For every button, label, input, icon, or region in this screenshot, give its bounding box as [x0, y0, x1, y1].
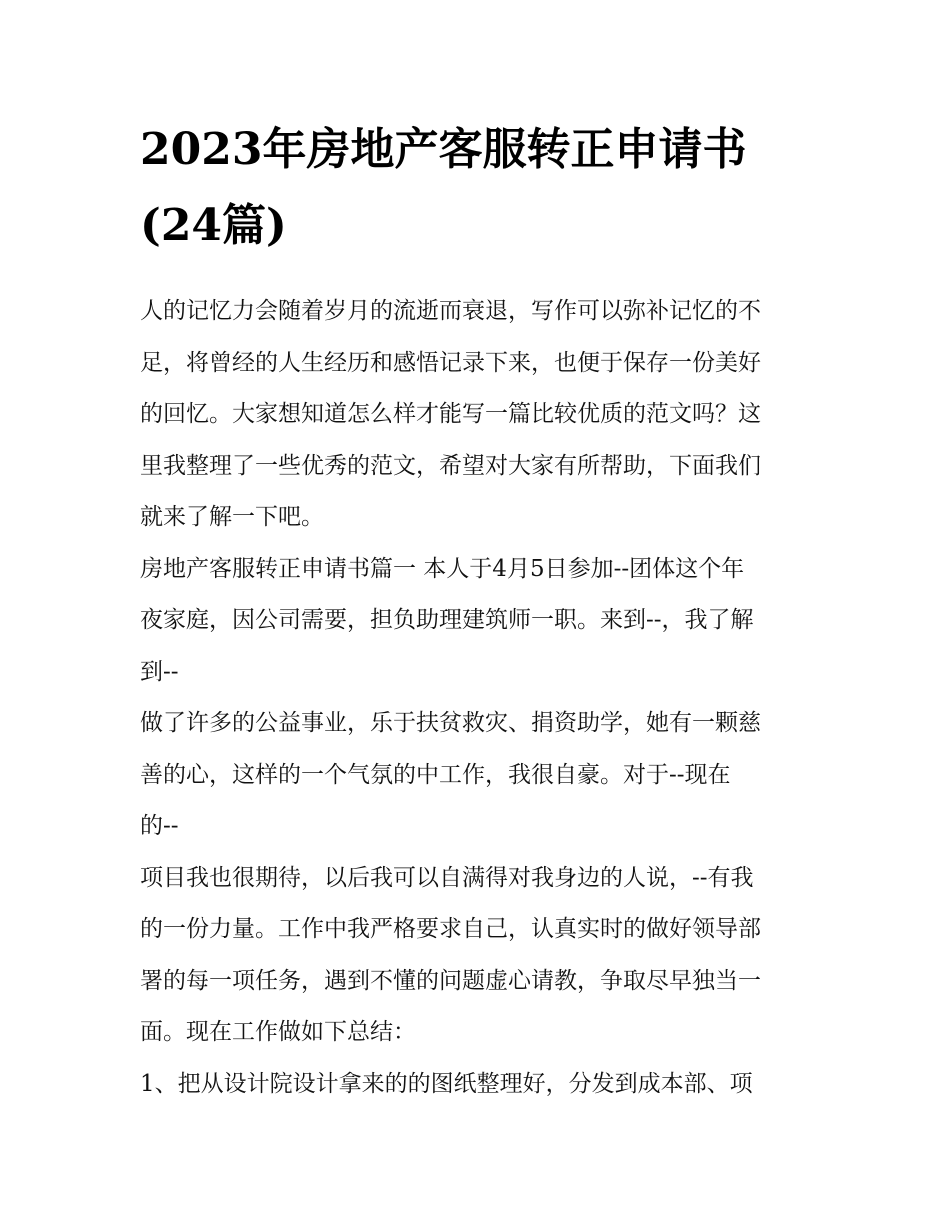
- intro-paragraph: [140, 286, 820, 544]
- title-line: (24篇): [140, 200, 287, 251]
- body-paragraph: [140, 544, 820, 699]
- text-line: 就来了解一下吧。: [140, 504, 324, 530]
- text-line: 房地产客服转正申请书篇一 本人于4月5日参加--团体这个年: [140, 555, 745, 582]
- text-line: 面。现在工作做如下总结：: [140, 1019, 416, 1045]
- text-line: 做了许多的公益事业，乐于扶贫救灾、捐资助学，她有一颗慈: [140, 710, 761, 736]
- text-line: 项目我也很期待，以后我可以自满得对我身边的人说，--有我: [140, 864, 754, 891]
- text-line: 里我整理了一些优秀的范文，希望对大家有所帮助，下面我们: [140, 452, 761, 479]
- text-line: 人的记忆力会随着岁月的流逝而衰退，写作可以弥补记忆的不: [140, 298, 761, 324]
- text-line: 善的心，这样的一个气氛的中工作，我很自豪。对于--现在: [140, 761, 731, 788]
- text-line: 夜家庭，因公司需要，担负助理建筑师一职。来到--，我了解: [140, 607, 754, 633]
- text-line: 到--: [140, 658, 179, 685]
- text-line: 的一份力量。工作中我严格要求自己，认真实时的做好领导部: [140, 916, 761, 942]
- text-line: 的--: [140, 813, 179, 839]
- title-line: 2023年房地产客服转正申请书: [140, 124, 747, 175]
- text-line: 1、把从设计院设计拿来的的图纸整理好，分发到成本部、项: [140, 1070, 753, 1097]
- document-title: [140, 112, 820, 264]
- document-body: [140, 286, 820, 1110]
- text-line: 足，将曾经的人生经历和感悟记录下来，也便于保存一份美好: [140, 349, 761, 376]
- document-page: [140, 112, 820, 1110]
- body-paragraph: [140, 853, 820, 1059]
- text-line: 署的每一项任务，遇到不懂的问题虚心请教，争取尽早独当一: [140, 967, 761, 994]
- body-paragraph: [140, 698, 820, 853]
- text-line: 的回忆。大家想知道怎么样才能写一篇比较优质的范文吗？这: [140, 401, 761, 427]
- list-paragraph: [140, 1059, 820, 1111]
